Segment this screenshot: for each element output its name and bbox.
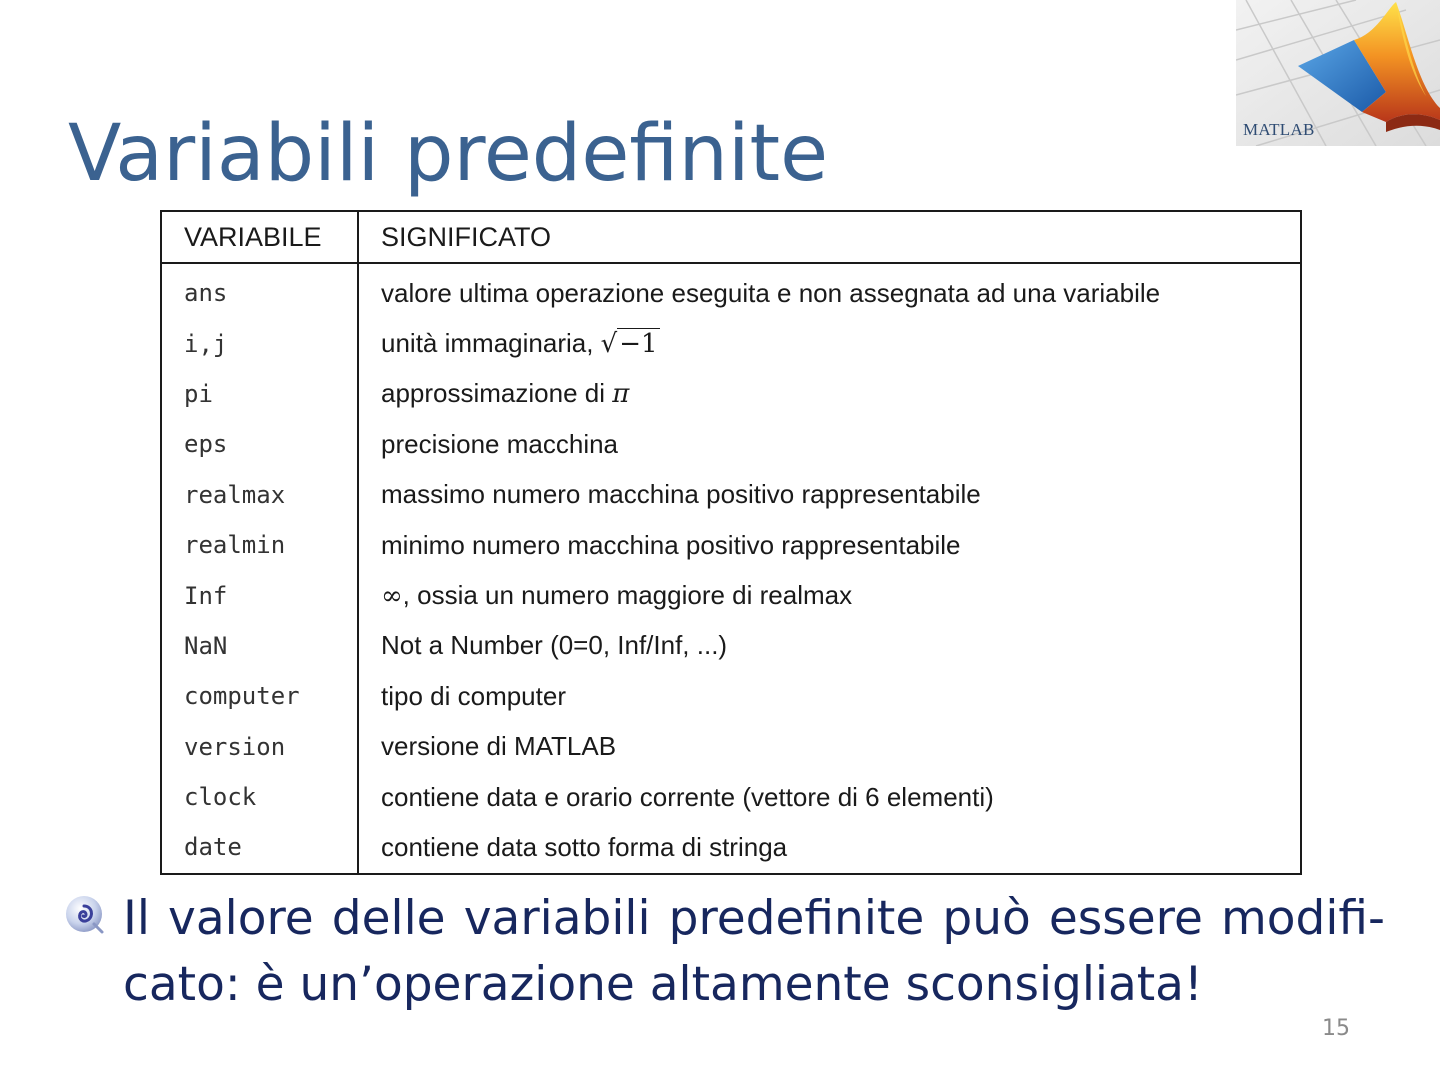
header-variable: VARIABILE <box>161 211 358 263</box>
var-meaning: valore ultima operazione eseguita e non assegnata ad una variabile <box>381 277 1161 308</box>
var-name: realmin <box>161 520 358 570</box>
table-row <box>161 470 1301 520</box>
var-name: eps <box>161 419 358 469</box>
var-name: clock <box>161 772 358 822</box>
table-row <box>161 822 1301 873</box>
var-name: version <box>161 722 358 772</box>
bullet-text: Il valore delle variabili predefinite può essere modifi-cato: è un’operazione altamente sconsigliata! <box>123 891 1385 1012</box>
sqrt-formula: √−1 <box>600 329 658 360</box>
var-name: Inf <box>161 570 358 620</box>
table-row <box>161 419 1301 469</box>
var-meaning: , ossia un numero maggiore di realmax <box>402 580 853 611</box>
pi-symbol: π <box>612 379 630 410</box>
table-row <box>161 621 1301 671</box>
table-row <box>161 318 1301 368</box>
var-name: date <box>161 822 358 873</box>
var-meaning-cell <box>358 570 1301 620</box>
sqrt-radicand: −1 <box>619 329 658 360</box>
table-row <box>161 772 1301 822</box>
var-name: computer <box>161 671 358 721</box>
slide-title: Variabili predefinite <box>68 109 829 199</box>
predefined-variables-table <box>160 210 1302 875</box>
var-name: i,j <box>161 318 358 368</box>
table-row <box>161 570 1301 620</box>
var-meaning: versione di MATLAB <box>381 731 617 762</box>
infinity-symbol: ∞ <box>381 581 403 612</box>
page-number: 15 <box>1322 1016 1350 1041</box>
var-meaning: Not a Number (0=0, Inf/Inf, ...) <box>381 630 728 661</box>
var-meaning: massimo numero macchina positivo rappresentabile <box>381 479 981 510</box>
var-name: NaN <box>161 621 358 671</box>
var-meaning: unità immaginaria, <box>381 328 601 359</box>
matlab-logo <box>1236 0 1440 146</box>
var-meaning: precisione macchina <box>381 428 619 459</box>
table-row <box>161 520 1301 570</box>
matlab-wordmark: MATLAB <box>1243 120 1315 139</box>
var-meaning: approssimazione di <box>381 378 613 409</box>
table-row <box>161 722 1301 772</box>
var-name: pi <box>161 369 358 419</box>
var-meaning: contiene data sotto forma di stringa <box>381 831 788 862</box>
var-meaning: contiene data e orario corrente (vettore di 6 elementi) <box>381 781 994 812</box>
var-meaning: minimo numero macchina positivo rappresentabile <box>381 529 961 560</box>
table-header-row <box>161 211 1301 263</box>
table-row <box>161 263 1301 318</box>
var-meaning-cell <box>358 369 1301 419</box>
header-meaning: SIGNIFICATO <box>358 211 1301 263</box>
var-name: ans <box>161 263 358 318</box>
var-name: realmax <box>161 470 358 520</box>
var-meaning-cell <box>358 318 1301 368</box>
var-meaning: tipo di computer <box>381 680 566 711</box>
table-row <box>161 671 1301 721</box>
swirl-bullet-icon <box>64 894 108 938</box>
table-row <box>161 369 1301 419</box>
